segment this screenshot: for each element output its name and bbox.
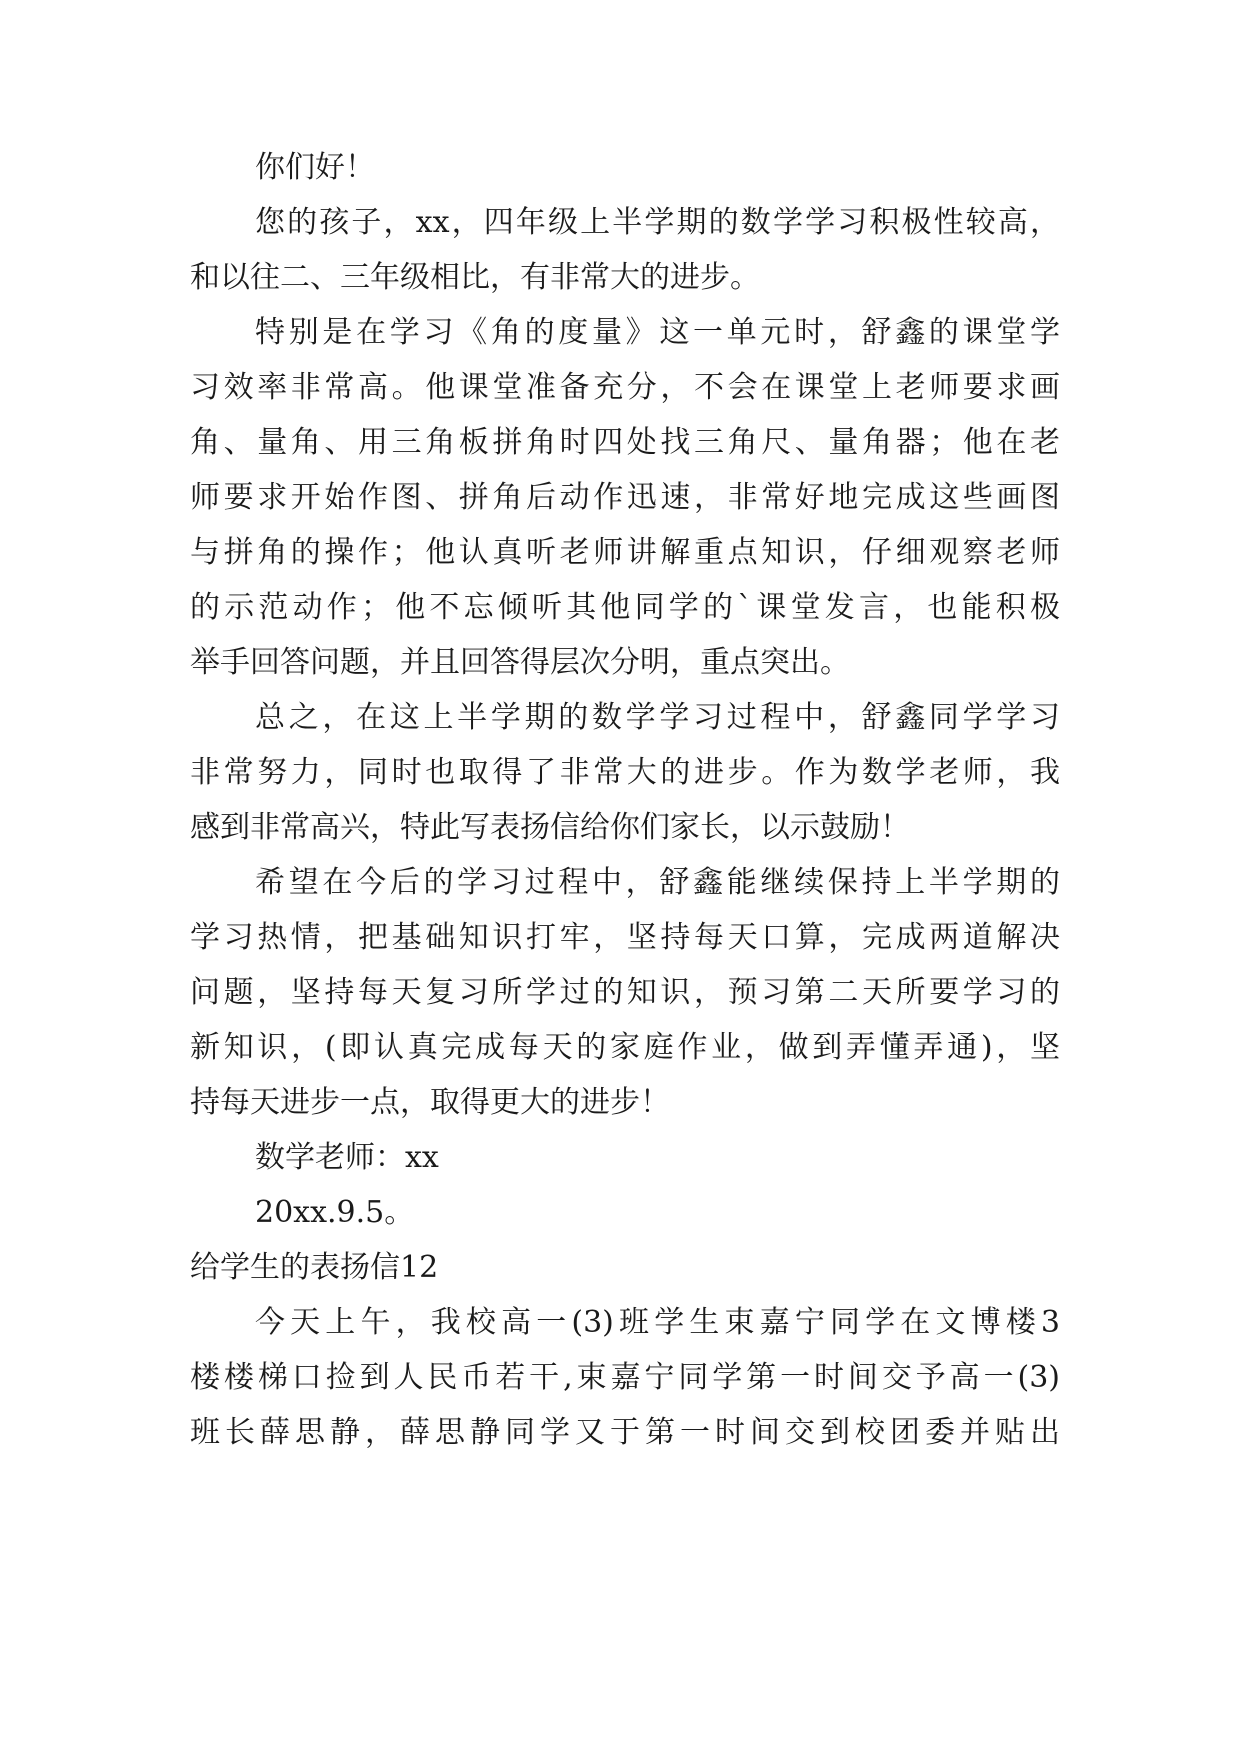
- paragraph-line: 非常努力，同时也取得了非常大的进步。作为数学老师，我: [190, 755, 1060, 790]
- paragraph-line: 班长薛思静，薛思静同学又于第一时间交到校团委并贴出: [190, 1415, 1060, 1450]
- paragraph-line: 与拼角的操作；他认真听老师讲解重点知识，仔细观察老师: [190, 535, 1060, 570]
- paragraph-line: 和以往二、三年级相比，有非常大的进步。: [190, 260, 760, 295]
- paragraph-line: 希望在今后的学习过程中，舒鑫能继续保持上半学期的: [255, 865, 1060, 900]
- paragraph-line: 特别是在学习《角的度量》这一单元时，舒鑫的课堂学: [255, 315, 1060, 350]
- paragraph-line: 举手回答问题，并且回答得层次分明，重点突出。: [190, 645, 850, 680]
- greeting: 你们好！: [255, 150, 375, 185]
- paragraph-line: 总之，在这上半学期的数学学习过程中，舒鑫同学学习: [255, 700, 1060, 735]
- paragraph-line: 楼楼梯口捡到人民币若干,束嘉宁同学第一时间交予高一(3): [190, 1360, 1060, 1395]
- paragraph-line: 的示范动作；他不忘倾听其他同学的`课堂发言，也能积极: [190, 590, 1060, 625]
- paragraph-line: 问题，坚持每天复习所学过的知识，预习第二天所要学习的: [190, 975, 1060, 1010]
- paragraph-line: 今天上午，我校高一(3)班学生束嘉宁同学在文博楼3: [255, 1305, 1060, 1340]
- signature: 数学老师：xx: [255, 1140, 439, 1175]
- date: 20xx.9.5。: [255, 1195, 415, 1230]
- paragraph-line: 您的孩子，xx，四年级上半学期的数学学习积极性较高，: [255, 205, 1060, 240]
- paragraph-line: 感到非常高兴，特此写表扬信给你们家长，以示鼓励！: [190, 810, 910, 845]
- paragraph-line: 持每天进步一点，取得更大的进步！: [190, 1085, 670, 1120]
- paragraph-line: 新知识，(即认真完成每天的家庭作业，做到弄懂弄通)，坚: [190, 1030, 1060, 1065]
- paragraph-line: 学习热情，把基础知识打牢，坚持每天口算，完成两道解决: [190, 920, 1060, 955]
- paragraph-line: 角、量角、用三角板拼角时四处找三角尺、量角器；他在老: [190, 425, 1060, 460]
- section-title: 给学生的表扬信12: [190, 1250, 439, 1285]
- paragraph-line: 师要求开始作图、拼角后动作迅速，非常好地完成这些画图: [190, 480, 1060, 515]
- paragraph-line: 习效率非常高。他课堂准备充分，不会在课堂上老师要求画: [190, 370, 1060, 405]
